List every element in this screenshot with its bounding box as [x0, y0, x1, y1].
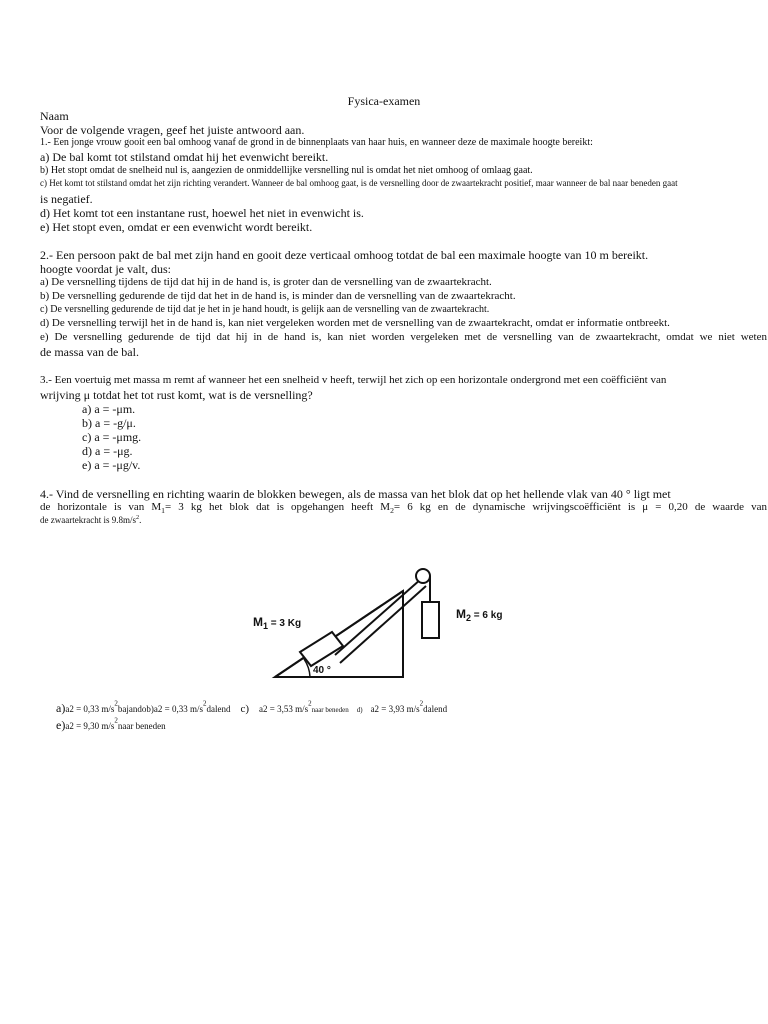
block-m2	[422, 602, 439, 638]
q1-option-b: b) Het stopt omdat de snelheid nul is, aangezien de onmiddellijke versnelling nul is omdat het niet omhoog of omlaag gaat.	[40, 165, 533, 176]
q2-option-d: d) De versnelling terwijl het in de hand is, kan niet vergeleken worden met de versnelling van de zwaartekracht, omdat er informatie ontbreekt.	[40, 317, 670, 329]
q2-option-e: e) De versnelling gedurende de tijd dat hij in de hand is, kan niet worden vergeleken met de versnelling van de zwaartekracht, omdat we niet weten	[40, 331, 767, 343]
q4-answers-line1: a)a2 = 0,33 $m/s^2bajandob)a2 = 0,33$ $m/s^2dalend$ c) a2 = 3,53 $m/s^2naar$ beneden d) a2 = 3,93 $m/s^2dalend$	[56, 699, 448, 715]
q2-option-c: c) De versnelling gedurende de tijd dat je het in je hand houdt, is gelijk aan de versnelling van de zwaartekracht.	[40, 304, 490, 315]
page-title: Fysica-examen	[347, 94, 421, 108]
q3-option-c: c) a = -μmg.	[82, 430, 142, 444]
name-label: Naam	[40, 109, 69, 123]
q1-option-c-cont: is negatief.	[40, 192, 93, 206]
q4-text-cont: de horizontale is van $M_1= 3$ kg het blok dat is opgehangen heeft $M_2= 6$ kg en de dynamische wrijvingscoëfficiënt is μ = 0,20 de waarde van	[40, 501, 767, 516]
q4-text: 4.- Vind de versnelling en richting waarin de blokken bewegen, als de massa van het blok dat op het hellende vlak van 40 ° ligt met	[40, 487, 671, 501]
q2-text-cont: hoogte voordat je valt, dus:	[40, 262, 171, 276]
q2-option-b: b) De versnelling gedurende de tijd dat het in de hand is, is minder dan de versnelling van de zwaartekracht.	[40, 290, 516, 302]
q1-option-d: d) Het komt tot een instantane rust, hoewel het niet in evenwicht is.	[40, 206, 364, 220]
m1-label: $M_1$ $^{= 3 Kg}$	[253, 615, 302, 631]
q2-option-a: a) De versnelling tijdens de tijd dat hij in de hand is, is groter dan de versnelling van de zwaartekracht.	[40, 276, 492, 288]
q3-text: 3.- Een voertuig met massa m remt af wanneer het een snelheid v heeft, terwijl het zich op een horizontale ondergrond met een coëfficiënt van	[40, 374, 667, 386]
angle-label: 40 °	[313, 665, 331, 676]
pulley	[416, 569, 430, 583]
q3-text-cont: wrijving μ totdat het tot rust komt, wat is de versnelling?	[40, 388, 313, 402]
q4-text-gravity: de zwaartekracht is $9.8m/s^2$.	[40, 514, 142, 525]
q1-option-c: c) Het komt tot stilstand omdat het zijn richting verandert. Wanneer de bal omhoog gaat, is de versnelling door de zwaartekracht positief, maar wanneer de bal naar beneden gaat	[40, 178, 678, 188]
q3-option-a: a) a = -μm.	[82, 402, 136, 416]
q1-option-e: e) Het stopt even, omdat er een evenwicht wordt bereikt.	[40, 220, 313, 234]
q3-option-b: b) a = -g/μ.	[82, 416, 136, 430]
q3-option-e: e) a = -μg/v.	[82, 458, 141, 472]
q4-answers-line2: e)a2 = 9,30 $m/s^2naar$ beneden	[56, 716, 166, 732]
rope-upper	[335, 579, 421, 655]
q2-text: 2.- Een persoon pakt de bal met zijn hand en gooit deze verticaal omhoog totdat de bal een maximale hoogte van 10 m bereikt.	[40, 248, 649, 262]
q1-text: 1.- Een jonge vrouw gooit een bal omhoog vanaf de grond in de binnenplaats van haar huis, en wanneer deze de maximale hoogte bereikt:	[40, 137, 593, 148]
inclined-plane-diagram	[240, 560, 520, 690]
m2-label: $M_2$ $^{= 6 kg}$	[456, 607, 503, 623]
q2-option-e-cont: de massa van de bal.	[40, 345, 139, 359]
block-m1	[300, 632, 343, 666]
q1-option-a: a) De bal komt tot stilstand omdat hij het evenwicht bereikt.	[40, 150, 329, 164]
instructions: Voor de volgende vragen, geef het juiste antwoord aan.	[40, 123, 305, 137]
q3-option-d: d) a = -μg.	[82, 444, 133, 458]
